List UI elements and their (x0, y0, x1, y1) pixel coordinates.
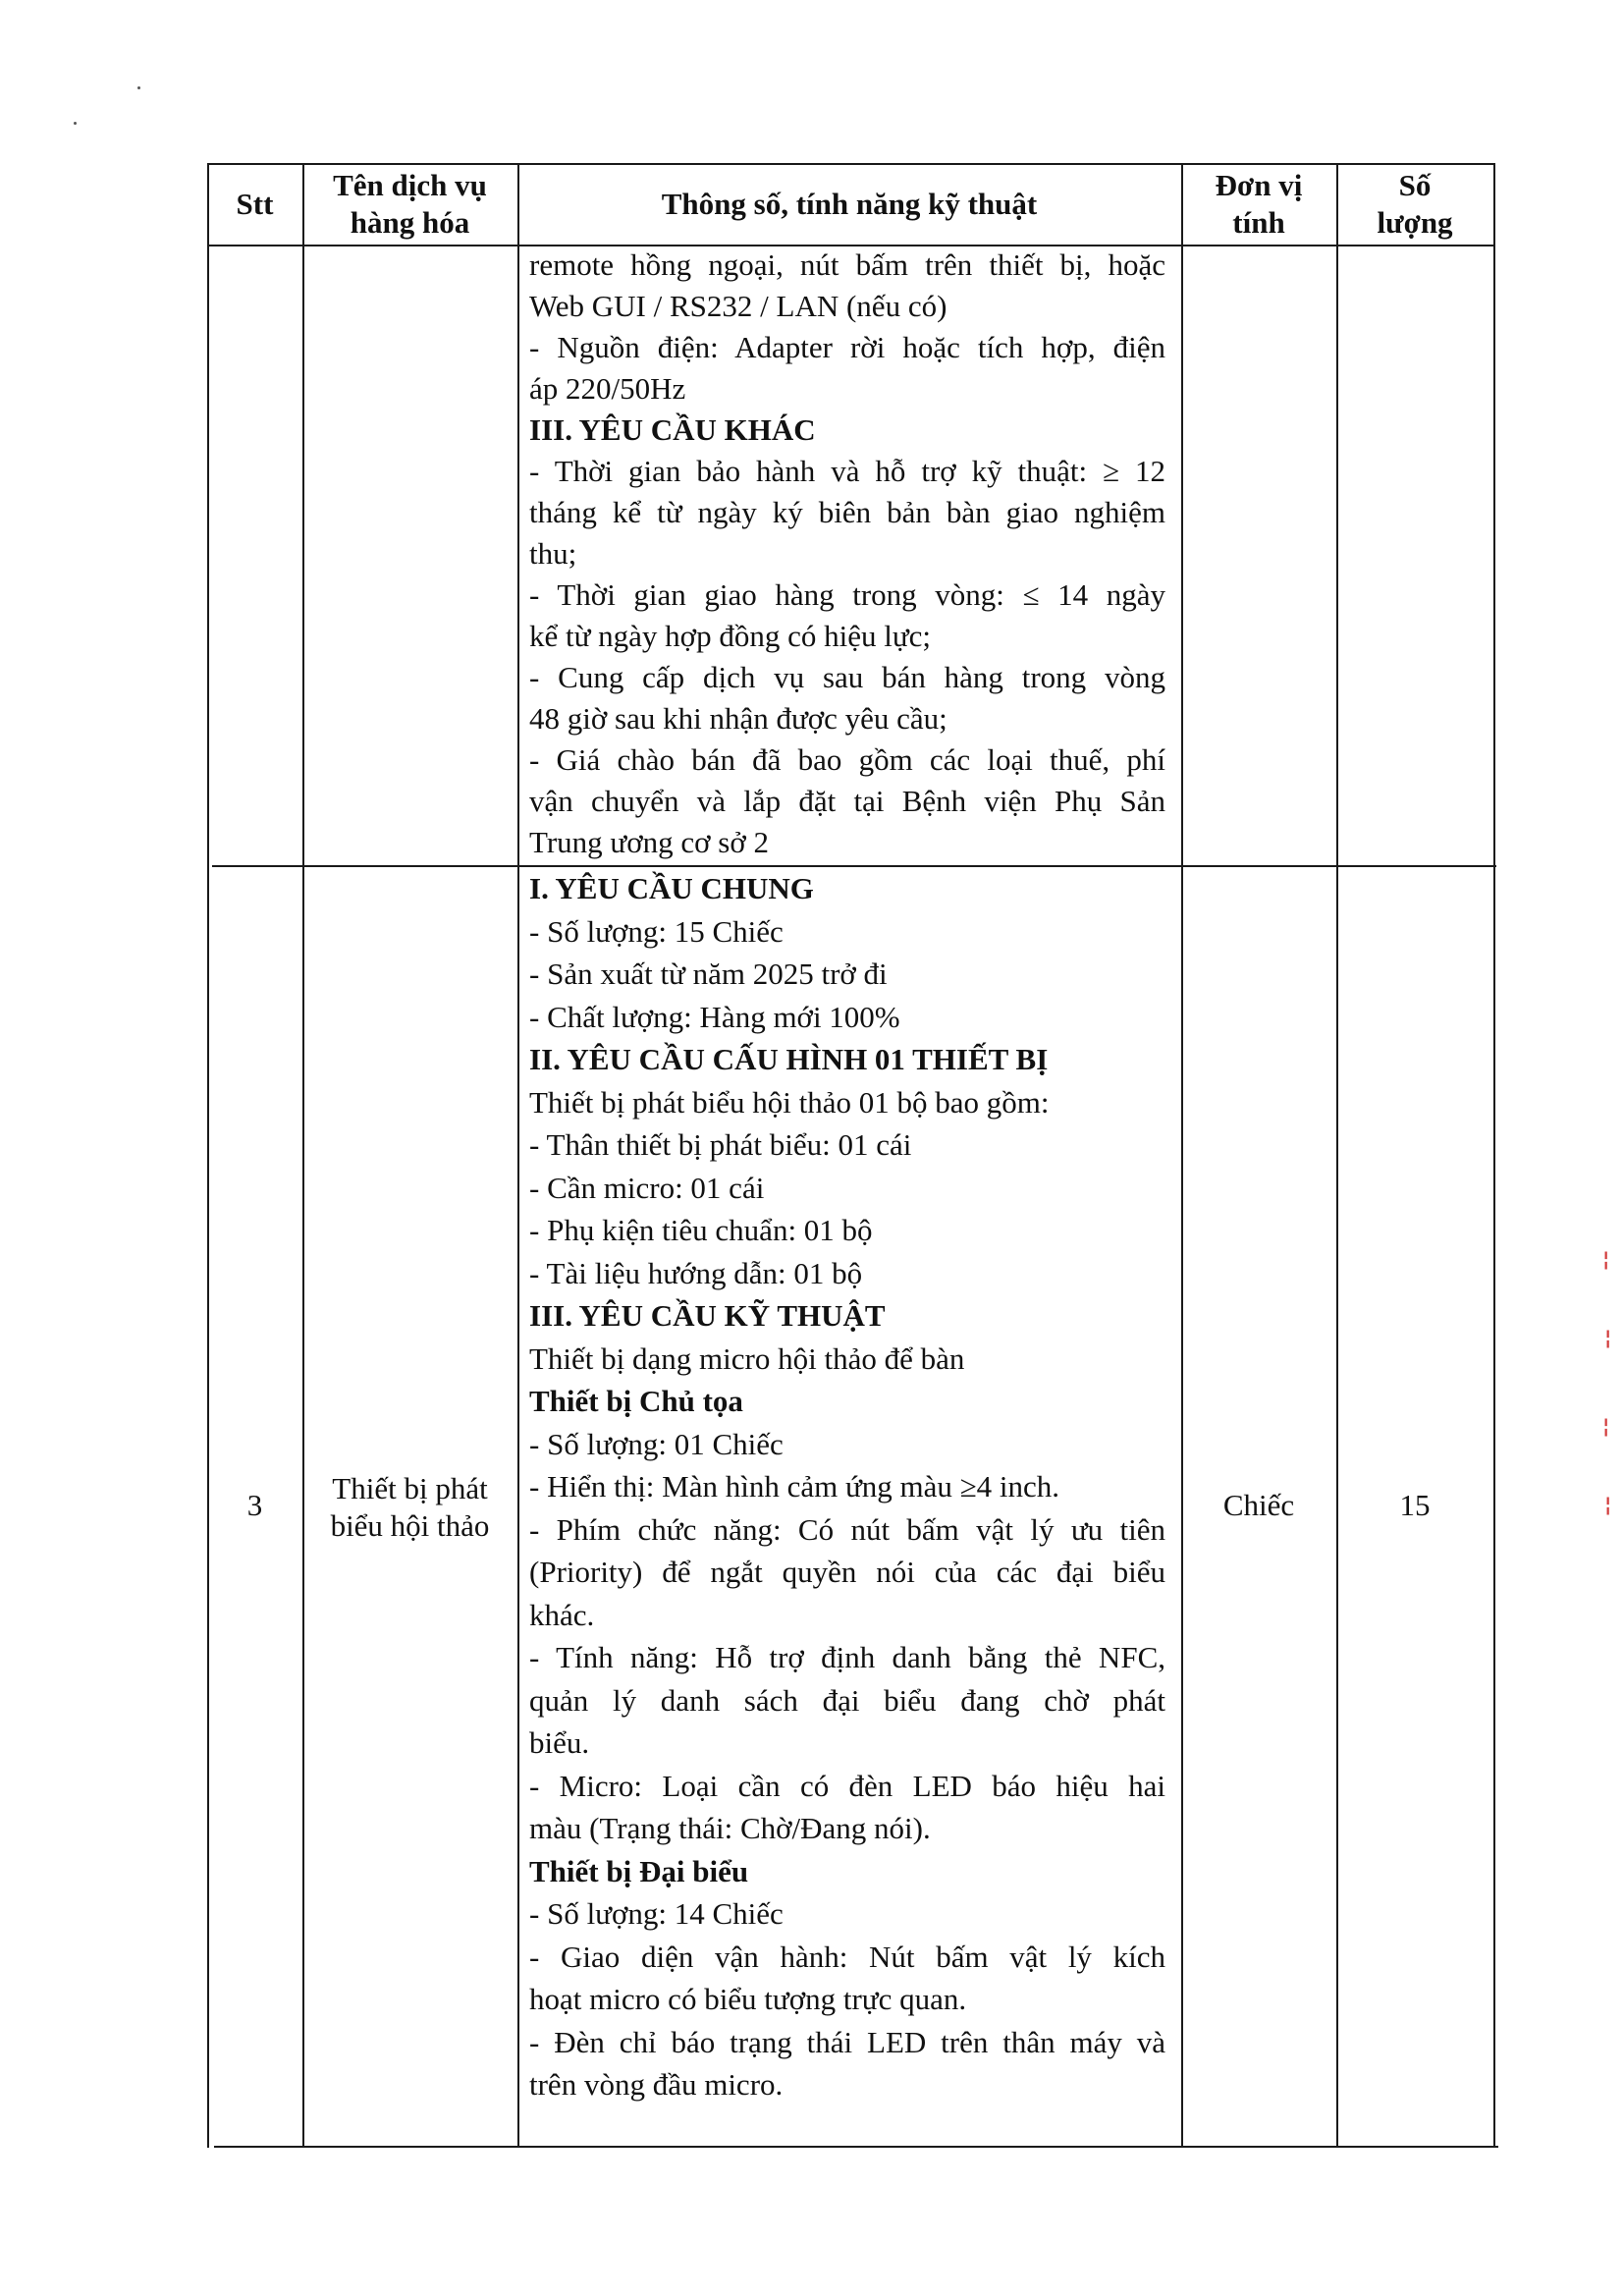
row3-text-line: - Cần micro: 01 cái (529, 1170, 765, 1205)
row3-heading-line: Thiết bị Chủ tọa (529, 1384, 743, 1418)
col-border-spec (1181, 163, 1183, 2148)
continued_row-text-line: - Thời gian giao hàng trong vòng: ≤ 14 ngày (529, 577, 1165, 612)
continued_row-text-line: 48 giờ sau khi nhận được yêu cầu; (529, 701, 947, 736)
continued_row-text-line: - Thời gian bảo hành và hỗ trợ kỹ thuật: ≥ 12 (529, 454, 1165, 488)
col-border-right (1493, 163, 1495, 2148)
row3-spec (529, 867, 1165, 2106)
continued_row-text-line: Trung ương cơ sở 2 (529, 825, 769, 859)
continued_row-text-line: remote hồng ngoại, nút bấm trên thiết bị, hoặc (529, 247, 1165, 282)
row3-text-line: - Tài liệu hướng dẫn: 01 bộ (529, 1255, 863, 1290)
col-border-stt (302, 163, 304, 2148)
margin-stamp-mark: ¦ (1604, 1326, 1612, 1349)
row3-text-line: màu (Trạng thái: Chờ/Đang nói). (529, 1811, 931, 1845)
header-unit-line1: Đơn vị (1215, 168, 1303, 202)
continued_row-text-line: thu; (529, 536, 577, 571)
row3-text-line: khác. (529, 1597, 595, 1632)
table-bottom-border (214, 2146, 1498, 2148)
header-qty-line1: Số (1398, 168, 1432, 202)
continued_row-text-line: - Giá chào bán đã bao gồm các loại thuế, phí (529, 742, 1165, 777)
header-name-line2: hàng hóa (350, 205, 470, 240)
row3-stt: 3 (246, 1488, 263, 1522)
row3-text-line: - Đèn chỉ báo trạng thái LED trên thân máy và (529, 2024, 1165, 2059)
row3-text-line: - Tính năng: Hỗ trợ định danh bằng thẻ NFC, (529, 1640, 1165, 1674)
row3-text-line: trên vòng đầu micro. (529, 2067, 784, 2102)
margin-stamp-mark: ¦ (1604, 1493, 1612, 1516)
row3-text-line: - Hiển thị: Màn hình cảm ứng màu ≥4 inch. (529, 1469, 1060, 1503)
header-qty-line2: lượng (1377, 205, 1453, 240)
row3-heading-line: Thiết bị Đại biểu (529, 1853, 749, 1888)
row3-unit: Chiếc (1222, 1488, 1295, 1522)
margin-stamp-mark: ¦ (1602, 1247, 1610, 1271)
scan-speck (137, 86, 140, 89)
row3-text-line: - Chất lượng: Hàng mới 100% (529, 999, 900, 1034)
continued_row-text-line: áp 220/50Hz (529, 371, 686, 406)
col-border-left (207, 163, 209, 2148)
margin-stamp-mark: ¦ (1602, 1414, 1610, 1438)
col-border-name (517, 163, 519, 2148)
row3-text-line: - Thân thiết bị phát biểu: 01 cái (529, 1127, 912, 1162)
row3-heading-line: III. YÊU CẦU KỸ THUẬT (529, 1298, 886, 1333)
col-border-unit (1336, 163, 1338, 2148)
continued_row-text-line: - Nguồn điện: Adapter rời hoặc tích hợp, điện (529, 330, 1165, 364)
row3-text-line: quản lý danh sách đại biểu đang chờ phát (529, 1682, 1165, 1718)
header-name (302, 167, 517, 242)
row3-text-line: biểu. (529, 1725, 590, 1760)
row3-text-line: Thiết bị phát biểu hội thảo 01 bộ bao gồm: (529, 1084, 1050, 1120)
row3-qty: 15 (1399, 1488, 1431, 1522)
header-unit (1181, 167, 1336, 242)
continued_row-text-line: - Cung cấp dịch vụ sau bán hàng trong vòng (529, 660, 1165, 694)
row3-heading-line: II. YÊU CẦU CẤU HÌNH 01 THIẾT BỊ (529, 1042, 1049, 1076)
row3-text-line: - Giao diện vận hành: Nút bấm vật lý kích (529, 1939, 1165, 1974)
row3-text-line: hoạt micro có biểu tượng trực quan. (529, 1982, 967, 2016)
row3-text-line: - Phím chức năng: Có nút bấm vật lý ưu tiên (529, 1511, 1165, 1547)
continued_row-text-line: tháng kể từ ngày ký biên bản bàn giao nghiệm (529, 495, 1165, 529)
row3-text-line: - Micro: Loại cần có đèn LED báo hiệu hai (529, 1768, 1165, 1803)
header-stt: Stt (236, 187, 274, 221)
header-spec: Thông số, tính năng kỹ thuật (661, 187, 1038, 221)
header-qty (1336, 167, 1493, 242)
row3-text-line: - Số lượng: 01 Chiếc (529, 1426, 784, 1461)
row3-text-line: - Sản xuất từ năm 2025 trở đi (529, 957, 888, 991)
continued_row-text-line: Web GUI / RS232 / LAN (nếu có) (529, 289, 947, 323)
row3-name-line2: biểu hội thảo (330, 1508, 490, 1543)
row3-text-line: Thiết bị dạng micro hội thảo để bàn (529, 1340, 965, 1376)
row3-text-line: - Số lượng: 14 Chiếc (529, 1896, 784, 1931)
continued_row-text-line: kể từ ngày hợp đồng có hiệu lực; (529, 619, 931, 653)
table-top-border (207, 163, 1495, 165)
continued_row-heading-line: III. YÊU CẦU KHÁC (529, 412, 816, 447)
continued-row-spec (529, 245, 1165, 863)
header-name-line1: Tên dịch vụ (333, 168, 487, 202)
row3-heading-line: I. YÊU CẦU CHUNG (529, 871, 814, 905)
row3-text-line: - Số lượng: 15 Chiếc (529, 913, 784, 949)
row3-name (302, 1470, 517, 1545)
scan-speck (74, 122, 77, 125)
continued_row-text-line: vận chuyển và lắp đặt tại Bệnh viện Phụ Sản (529, 784, 1165, 818)
row3-name-line1: Thiết bị phát (332, 1471, 488, 1505)
row3-text-line: (Priority) để ngắt quyền nói của các đại biểu (529, 1555, 1165, 1589)
row3-text-line: - Phụ kiện tiêu chuẩn: 01 bộ (529, 1213, 873, 1247)
header-unit-line2: tính (1232, 205, 1285, 240)
